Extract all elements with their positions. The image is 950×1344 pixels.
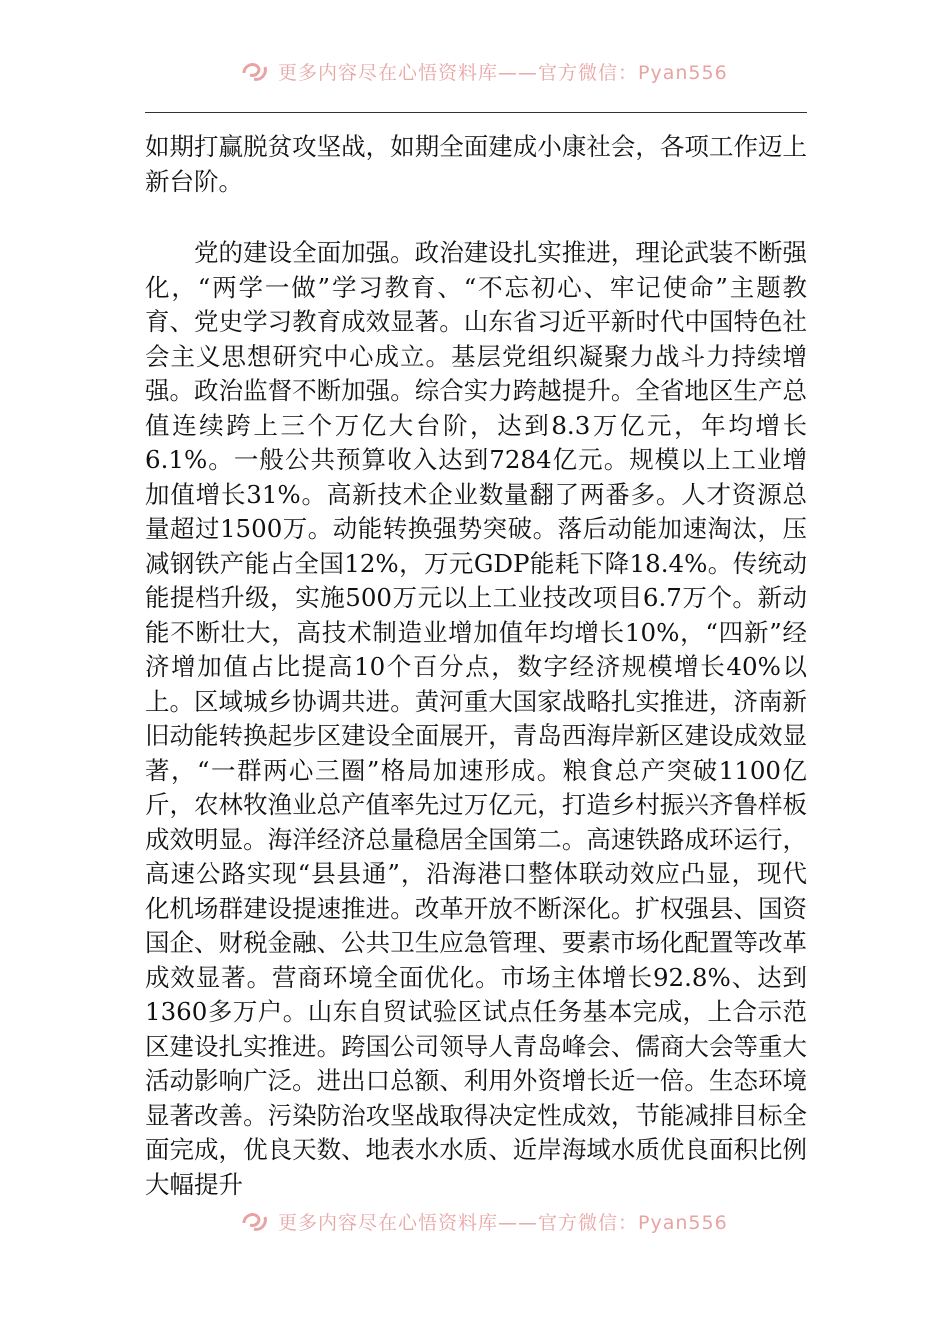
footer-watermark [240, 1208, 728, 1234]
paragraph-party-building: 党的建设全面加强。政治建设扎实推进，理论武装不断强化，“两学一做”学习教育、“不忘初心、牢记使命”主题教育、党史学习教育成效显著。山东省习近平新时代中国特色社会主义思想研究中心成立。基层党组织凝聚力战斗力持续增强。政治监督不断加强。综合实力跨越提升。全省地区生产总值连续跨上三个万亿大台阶，达到8.3万亿元，年均增长6.1%。一般公共预算收入达到7284亿元。规模以上工业增加值增长31%。高新技术企业数量翻了两番多。人才资源总量超过1500万。动能转换强势突破。落后动能加速淘汰，压减钢铁产能占全国12%，万元GDP能耗下降18.4%。传统动能提档升级，实施500万元以上工业技改项目6.7万个。新动能不断壮大，高技术制造业增加值年均增长10%，“四新”经济增加值占比提高10个百分点，数字经济规模增长40%以上。区域城乡协调共进。黄河重大国家战略扎实推进，济南新旧动能转换起步区建设全面展开，青岛西海岸新区建设成效显著，“一群两心三圈”格局加速形成。粮食总产突破1100亿斤，农林牧渔业总产值率先过万亿元，打造乡村振兴齐鲁样板成效明显。海洋经济总量稳居全国第二。高速铁路成环运行，高速公路实现“县县通”，沿海港口整体联动效应凸显，现代化机场群建设提速推进。改革开放不断深化。扩权强县、国资国企、财税金融、公共卫生应急管理、要素市场化配置等改革成效显著。营商环境全面优化。市场主体增长92.8%、达到1360多万户。山东自贸试验区试点任务基本完成，上合示范区建设扎实推进。跨国公司领导人青岛峰会、儒商大会等重大活动影响广泛。进出口总额、利用外资增长近一倍。生态环境显著改善。污染防治攻坚战取得决定性成效，节能减排目标全面完成，优良天数、地表水水质、近岸海域水质优良面积比例大幅提升 [145, 238, 807, 1199]
watermark-logo-icon [240, 1209, 270, 1233]
document-body [145, 130, 807, 1202]
watermark-text: 更多内容尽在心悟资料库——官方微信：Pyan556 [278, 61, 728, 84]
header-watermark [240, 58, 728, 84]
paragraph-continued: 如期打赢脱贫攻坚战，如期全面建成小康社会，各项工作迈上新台阶。 [145, 132, 807, 196]
watermark-text: 更多内容尽在心悟资料库——官方微信：Pyan556 [278, 1211, 728, 1234]
watermark-logo-icon [240, 59, 270, 83]
header-divider [145, 112, 807, 113]
